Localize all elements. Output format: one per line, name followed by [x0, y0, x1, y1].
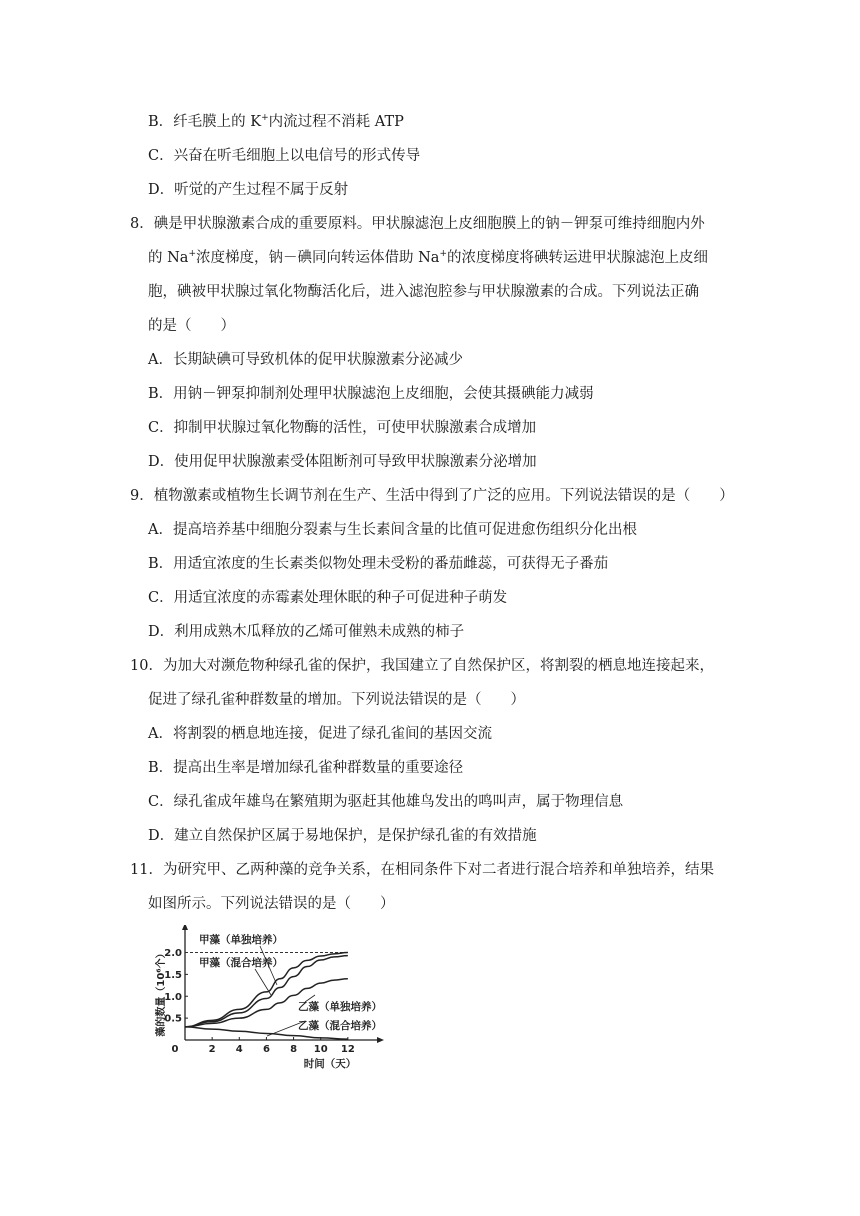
q9-option-b: B．用适宜浓度的生长素类似物处理未受粉的番茄雌蕊，可获得无子番茄	[148, 556, 609, 572]
series-label-3: 乙藻（混合培养）	[298, 1020, 382, 1032]
q10-stem-line2: 促进了绿孔雀种群数量的增加。下列说法错误的是（ ）	[148, 692, 525, 708]
q10-option-a: A．将割裂的栖息地连接，促进了绿孔雀间的基因交流	[148, 726, 492, 742]
q10-option-c: C．绿孔雀成年雄鸟在繁殖期为驱赶其他雄鸟发出的鸣叫声，属于物理信息	[148, 794, 624, 810]
q8-option-c: C．抑制甲状腺过氧化物酶的活性，可使甲状腺激素合成增加	[148, 420, 537, 436]
x-tick-label: 10	[313, 1044, 328, 1055]
q9-option-d: D．利用成熟木瓜释放的乙烯可催熟未成熟的柿子	[148, 624, 465, 640]
q11-stem-line2: 如图所示。下列说法错误的是（ ）	[148, 896, 395, 912]
x-tick-label: 0	[171, 1044, 179, 1055]
series-label-1: 甲藻（混合培养）	[199, 957, 283, 969]
q7-option-d: D．听觉的产生过程不属于反射	[148, 182, 349, 198]
y-tick-label: 1.5	[164, 969, 182, 981]
x-axis-arrow	[377, 1037, 384, 1043]
x-tick-label: 12	[340, 1044, 355, 1055]
q9-option-c: C．用适宜浓度的赤霉素处理休眠的种子可促进种子萌发	[148, 590, 508, 606]
q8-option-b: B．用钠－钾泵抑制剂处理甲状腺滤泡上皮细胞，会使其摄碘能力减弱	[148, 386, 594, 402]
x-tick-label: 4	[235, 1044, 243, 1055]
q10-option-d: D．建立自然保护区属于易地保护，是保护绿孔雀的有效措施	[148, 828, 537, 844]
x-tick-label: 2	[208, 1044, 216, 1055]
q8-stem-line4: 的是（ ）	[148, 318, 235, 334]
chart-svg	[155, 925, 395, 1085]
x-tick-label: 6	[262, 1044, 270, 1055]
q8-option-d: D．使用促甲状腺激素受体阻断剂可导致甲状腺激素分泌增加	[148, 454, 537, 470]
series-label-0: 甲藻（单独培养）	[199, 934, 283, 946]
y-tick-label: 0.5	[164, 1013, 182, 1025]
q10-stem-line1: 10．为加大对濒危物种绿孔雀的保护，我国建立了自然保护区，将割裂的栖息地连接起来，	[130, 658, 714, 674]
q7-option-b: B．纤毛膜上的 K+内流过程不消耗 ATP	[148, 113, 404, 130]
q9-stem-line1: 9．植物激素或植物生长调节剂在生产、生活中得到了广泛的应用。下列说法错误的是（ ）	[130, 488, 734, 504]
q8-stem-line2: 的 Na+浓度梯度，钠－碘同向转运体借助 Na+的浓度梯度将碘转运进甲状腺滤泡上皮细	[148, 249, 708, 266]
x-tick-label: 8	[290, 1044, 298, 1055]
q11-stem-line1: 11．为研究甲、乙两种藻的竞争关系，在相同条件下对二者进行混合培养和单独培养，结果	[130, 862, 714, 878]
y-tick-label: 2.0	[164, 948, 182, 959]
y-axis-arrow	[182, 925, 188, 930]
q8-stem-line1: 8．碘是甲状腺激素合成的重要原料。甲状腺滤泡上皮细胞膜上的钠－钾泵可维持细胞内外	[130, 216, 705, 232]
series-leader-1	[255, 969, 271, 995]
algae-growth-chart	[155, 925, 395, 1085]
q7-option-c: C．兴奋在听毛细胞上以电信号的形式传导	[148, 148, 421, 164]
q8-option-a: A．长期缺碘可导致机体的促甲状腺激素分泌减少	[148, 352, 463, 368]
x-axis-title: 时间（天）	[303, 1058, 357, 1070]
q9-option-a: A．提高培养基中细胞分裂素与生长素间含量的比值可促进愈伤组织分化出根	[148, 522, 637, 538]
y-tick-label: 1.0	[164, 991, 182, 1003]
q10-option-b: B．提高出生率是增加绿孔雀种群数量的重要途径	[148, 760, 464, 776]
y-axis-title: 藻的数量（10⁶个）	[156, 948, 167, 1037]
q8-stem-line3: 胞，碘被甲状腺过氧化物酶活化后，进入滤泡腔参与甲状腺激素的合成。下列说法正确	[148, 284, 699, 300]
series-label-2: 乙藻（单独培养）	[298, 1001, 382, 1013]
